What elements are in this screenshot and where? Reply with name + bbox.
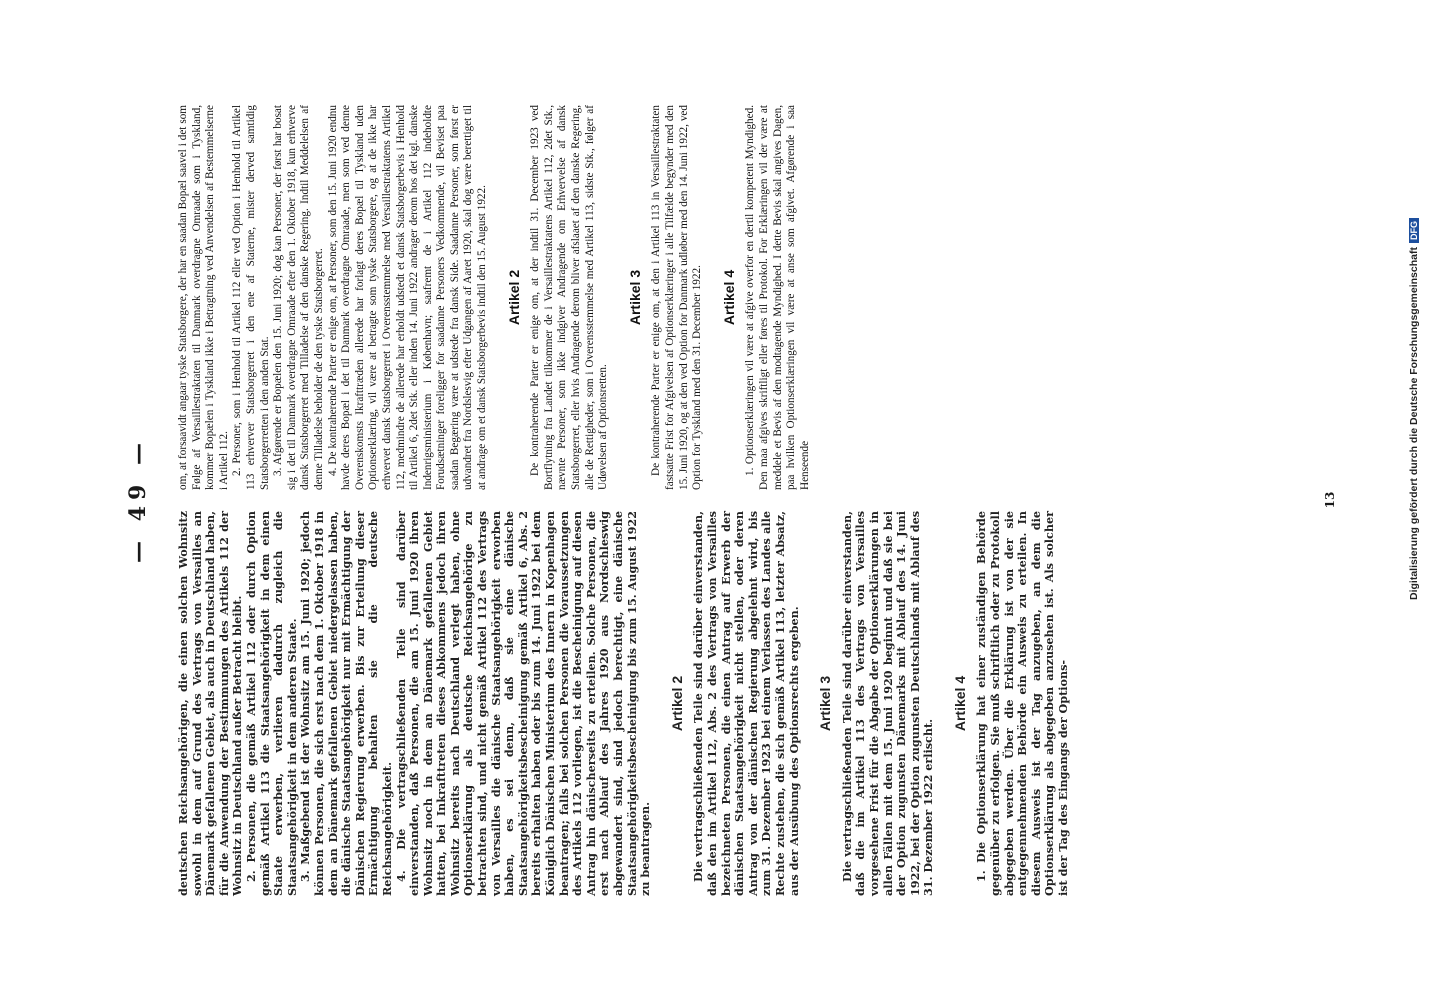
danish-paragraph-3: 3. Afgørende er Bopælen den 15. Juni 1920; dog kan Personer, der først har bosat sig i det til Danmark overdragne Omraade efter den 1. Oktober 1918, kun erhverve dansk Statsborgerret med Tilladelse af den danske Regering. Indtil Meddelelsen af denne Tilladelse beholder de den tyske Statsborgerret. bbox=[272, 105, 325, 490]
german-article-4-title: Artikel 4 bbox=[951, 675, 968, 732]
danish-article-3-title: Artikel 3 bbox=[626, 269, 643, 326]
danish-article-4-title: Artikel 4 bbox=[720, 269, 737, 326]
page-header bbox=[125, 80, 155, 920]
danish-article-2-title: Artikel 2 bbox=[505, 269, 522, 326]
danish-article-3-text: De kontraherende Parter er enige om, at den i Artikel 113 in Versaillestraktaten fastsatte Frist for Afgivelsen af Optionserklæringer i alle Tilfælde begynder med den 15. Juni 1920, og at den ved Option for Danmark udløber med den 14. Juni 1922, ved Option for Tyskland med den 31. December 1922. bbox=[650, 105, 704, 490]
rotated-page-content bbox=[107, 80, 1337, 920]
german-paragraph-3: 3. Maßgebend ist der Wohnsitz am 15. Juni 1920; jedoch können Personen, die sich erst nach dem 1. Oktober 1918 in dem an Dänemark gefallenen Gebiet niedergelassen haben, die dänische Staatsangehörigkeit nur mit Ermächtigung der Dänischen Regierung erwerben. Bis zur Erteilung dieser Ermächtigung behalten sie die deutsche Reichsangehörigkeit. bbox=[298, 511, 394, 896]
german-article-4-text: 1. Die Optionserklärung hat einer zuständigen Behörde gegenüber zu erfolgen. Sie muß schriftlich oder zu Protokoll abgegeben werden. Über die Erklärung ist von der sie entgegennehmenden Behörde ein Ausweis zu erteilen. In diesem Ausweis ist der Tag anzugeben, an dem die Optionserklärung als abgegeben anzusehen ist. Als solcher ist der Tag des Eingangs der Options- bbox=[974, 511, 1071, 896]
german-article-3-title: Artikel 3 bbox=[817, 675, 834, 732]
danish-paragraph-2: 2. Personer, som i Henhold til Artikel 112 eller ved Option i Henhold til Artikel 113 erhverver Statsborgerret i den ene af Staterne, mister derved samtidig Statsborgerretten i den anden Stat. bbox=[231, 105, 271, 490]
danish-column bbox=[177, 105, 812, 490]
german-column bbox=[177, 511, 1071, 896]
digitization-credit-text bbox=[1408, 10, 1426, 600]
danish-intro: om, at forsaavidt angaar tyske Statsborgere, der har en saadan Bopæl saavel i det som Følge af Versaillestraktaten til Danmark overdragne Omraade som i Tyskland, kommer Bopælen i Tyskland ikke i Betragtning ved Anvendelsen af Bestemmelserne i Artikel 112. bbox=[177, 105, 230, 490]
german-article-2-text: Die vertragschließenden Teile sind darüber einverstanden, daß den im Artikel 112, Abs. 2 des Vertrags von Versailles bezeichneten Personen, die einen Antrag auf Erwerb der dänischen Staatsangehörigkeit nicht stellen, oder deren Antrag von der dänischen Regierung abgelehnt wird, bis zum 31. Dezember 1923 bei einem Verlassen des Landes alle Rechte zustehen, die sich gemäß Artikel 113, letzter Absatz, aus der Ausübung des Optionsrechts ergeben. bbox=[691, 511, 801, 896]
danish-paragraph-4: 4. De kontraherende Parter er enige om, at Personer, som den 15. Juni 1920 endnu havde deres Bopæl i det til Danmark overdragne Omraade, men som ved denne Overenskomsts Ikrafttræden allerede har forlagt deres Bopæl til Tyskland uden Optionserklæring, vil være at betragte som tyske Statsborgere, og at de ikke har erhvervet dansk Statsborgerret i Overensstemmelse med Versaillestraktatens Artikel 112, medmindre de allerede har erholdt udstedt et dansk Statsborgerbevis i Henhold til Artikel 6, 2det Stk. eller inden 14. Juni 1922 andrager derom hos det kgl. danske Indenrigsministerium i København; saafremt de i Artikel 112 indeholdte Forudsætninger foreligger for saadanne Personers Vedkommende, vil Beviset paa saadan Begæring være at udstede fra dansk Side. Saadanne Personer, som først er udvandret fra Nordslesvig efter Udgangen af Aaret 1920, skal dog være berettiget til at andrage om et dansk Statsborgerbevis indtil den 15. August 1922. bbox=[326, 105, 489, 490]
page-number: 13 bbox=[1323, 491, 1337, 509]
dfg-logo: DFG bbox=[1409, 218, 1419, 243]
german-paragraph-4: 4. Die vertragschließenden Teile sind darüber einverstanden, daß Personen, die am 15. Juni 1920 ihren Wohnsitz noch in dem an Dänemark gefallenen Gebiet hatten, bei Inkrafttreten dieses Abkommens jedoch ihren Wohnsitz bereits nach Deutschland verlegt haben, ohne Optionserklärung als deutsche Reichsangehörige zu betrachten sind, und nicht gemäß Artikel 112 des Vertrags von Versailles die dänische Staatsangehörigkeit erworben haben, es sei denn, daß sie eine dänische Staatsangehörigkeitsbescheinigung gemäß Artikel 6, Abs. 2 bereits erhalten haben oder bis zum 14. Juni 1922 bei dem Königlich Dänischen Ministerium des Innern in Kopenhagen beantragen; falls bei solchen Personen die Voraussetzungen des Artikels 112 vorliegen, ist die Bescheinigung auf diesen Antrag hin dänischerseits zu erteilen. Solche Personen, die erst nach Ablauf des Jahres 1920 aus Nordschleswig abgewandert sind, sind jedoch berechtigt, eine dänische Staatsangehörigkeitsbescheinigung bis zum 15. August 1922 zu beantragen. bbox=[393, 511, 653, 896]
danish-article-2-text: De kontraherende Parter er enige om, at der indtil 31. December 1923 ved Bortflytning fra Landet tilkommer de i Versaillestraktatens Artikel 112, 2det Stk., nævnte Personer, som ikke indgiver Andragende om Erhvervelse af dansk Statsborgerret, eller hvis Andragende derom bliver afslaaet af den danske Regering, alle de Rettigheder, som i Overensstemmelse med Artikel 113, sidste Stk., følger af Udøvelsen af Optionsretten. bbox=[529, 105, 610, 490]
danish-article-4-text: 1. Optionserklæringen vil være at afgive overfor en dertil kompetent Myndighed. Den maa afgives skriftligt eller føres til Protokol. For Erklæringen vil der være at meddele et Bevis af den modtagende Myndighed. I dette Bevis skal angives Dagen, paa hvilken Optionserklæringen vil være at anse som afgivet. Afgørende i saa Henseende bbox=[744, 105, 811, 490]
digitization-credit bbox=[1406, 8, 1426, 608]
german-paragraph-2: 2. Personen, die gemäß Artikel 112 oder durch Option gemäß Artikel 113 die Staatsangehörigkeit in dem einen Staate erwerben, verlieren dadurch zugleich die Staatsangehörigkeit in dem anderen Staate. bbox=[243, 511, 299, 896]
page-header-text: — 49 — bbox=[125, 437, 151, 563]
german-article-3-text: Die vertragschließenden Teile sind darüber einverstanden, daß die im Artikel 113 des Vertrags von Versailles vorgesehene Frist für die Abgabe der Optionserklärungen in allen Fällen mit dem 15. Juni 1920 beginnt und daß sie bei der Option zugunsten Dänemarks mit Ablauf des 14. Juni 1922, bei der Option zugunsten Deutschlands mit Ablauf des 31. Dezember 1922 erlischt. bbox=[839, 511, 936, 896]
german-article-2-title: Artikel 2 bbox=[668, 675, 685, 732]
credit-text: Digitalisierung gefördert durch die Deutsche Forschungsgemeinschaft bbox=[1408, 247, 1420, 600]
german-intro: deutschen Reichsangehörigen, die einen solchen Wohnsitz sowohl in dem auf Grund des Vertrags von Versailles an Dänemark gefallenen Gebiet, als auch in Deutschland haben, für die Anwendung der Bestimmungen des Artikels 112 der Wohnsitz in Deutschland außer Betracht bleibt. bbox=[176, 511, 245, 896]
